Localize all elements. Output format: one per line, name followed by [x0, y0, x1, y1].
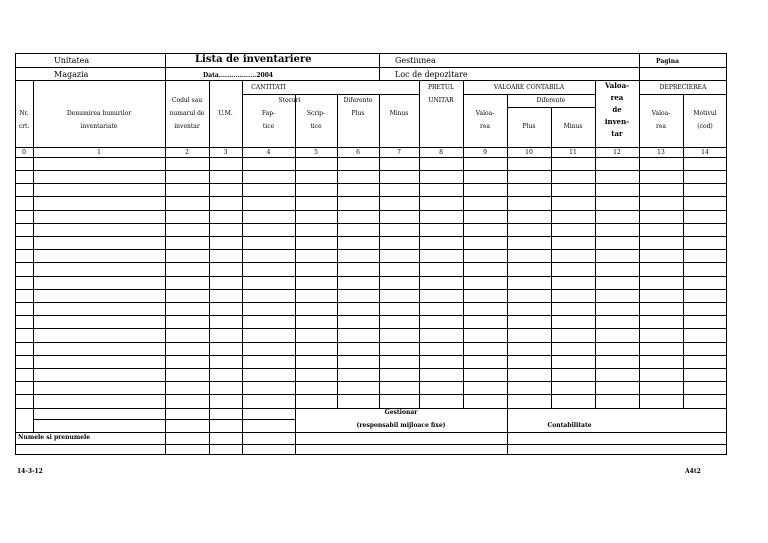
data-label: Data..................2004	[203, 72, 274, 79]
rule	[242, 80, 243, 455]
paper-format: A4t2	[685, 468, 701, 475]
gestionar-label: Gestionar	[384, 409, 418, 416]
table-row-rule	[15, 196, 727, 197]
column-number: 12	[613, 149, 621, 156]
table-row-rule	[15, 276, 727, 277]
plus-header: Plus	[351, 110, 365, 117]
valoare-contabila-header: VALOARE CONTABILA	[493, 84, 565, 91]
scriptice-header: Scrip- tice	[306, 110, 326, 130]
table-row-rule	[15, 355, 727, 356]
responsabil-label: (responsabil mijloace fixe)	[356, 422, 446, 429]
valoarea-inventar-header: Valoa- rea de inven- tar	[604, 81, 630, 138]
table-row-rule	[15, 223, 727, 224]
table-row-rule	[15, 328, 727, 329]
rule	[463, 94, 595, 95]
gestiunea-label: Gestiunea	[395, 56, 436, 65]
cantitati-header: CANTITATI	[251, 84, 286, 91]
table-row-rule	[15, 315, 727, 316]
rule	[337, 94, 338, 408]
table-row-rule	[15, 170, 727, 171]
rule	[419, 80, 420, 408]
rule	[33, 419, 295, 420]
unitatea-label: Unitatea	[54, 56, 90, 65]
column-number: 5	[314, 149, 318, 156]
denumirea-header: Denumirea bunurilor inventariate	[66, 110, 132, 130]
loc-depozitare-label: Loc de depozitare	[395, 70, 468, 79]
stocuri-header: Stocuri	[278, 97, 301, 104]
table-row-rule	[15, 302, 727, 303]
column-number: 10	[525, 149, 533, 156]
nr-crt-header: Nr. crt.	[18, 110, 30, 130]
rule	[15, 444, 727, 445]
column-number: 3	[223, 149, 228, 156]
faptice-header: Fap- tice	[261, 110, 276, 130]
rule	[639, 53, 640, 80]
column-number: 7	[397, 149, 401, 156]
rule	[15, 67, 727, 68]
table-row-rule	[15, 236, 727, 237]
table-row-rule	[15, 394, 727, 395]
column-number: 13	[657, 149, 665, 156]
table-row-rule	[15, 249, 727, 250]
um-header: U.M.	[218, 110, 233, 117]
numele-prenumele-label: Numele si prenumele	[18, 434, 91, 441]
magazia-label: Magazia	[54, 70, 89, 79]
minus2-header: Minus	[563, 123, 583, 130]
rule	[683, 94, 684, 408]
column-number: 9	[483, 149, 487, 156]
rule	[15, 147, 727, 148]
form-code: 14-3-12	[17, 468, 43, 475]
column-number: 11	[569, 149, 577, 156]
rule	[379, 53, 380, 80]
rule	[379, 94, 380, 408]
motivul-header: Motivul (cod)	[693, 110, 717, 130]
table-row-rule	[15, 368, 727, 369]
table-row-rule	[15, 289, 727, 290]
diferente2-header: Diferente	[536, 97, 566, 104]
rule	[33, 80, 34, 432]
plus2-header: Plus	[522, 123, 536, 130]
valoarea-header: Valoa- rea	[475, 110, 495, 130]
rule	[242, 94, 419, 95]
column-number: 1	[97, 149, 101, 156]
column-number: 2	[185, 149, 189, 156]
valoarea3-header: Valoa- rea	[651, 110, 671, 130]
codul-header: Codul sau numarul de inventar	[169, 97, 205, 130]
deprecierea-header: DEPRECIEREA	[659, 84, 707, 91]
rule	[15, 432, 727, 433]
pretul-header: PRETUL UNITAR	[428, 84, 454, 104]
table-row-rule	[15, 342, 727, 343]
table-row-rule	[15, 381, 727, 382]
minus-header: Minus	[389, 110, 409, 117]
column-number: 8	[439, 149, 443, 156]
column-number: 6	[356, 149, 360, 156]
contabilitate-label: Contabilitate	[547, 422, 592, 429]
rule	[209, 80, 210, 455]
column-number: 0	[22, 149, 26, 156]
table-row-rule	[15, 262, 727, 263]
diferente-header: Diferente	[343, 97, 373, 104]
table-row-rule	[15, 183, 727, 184]
form-title: Lista de inventariere	[195, 54, 312, 65]
column-number: 4	[266, 149, 271, 156]
table-row-rule	[15, 210, 727, 211]
rule	[15, 157, 727, 158]
column-number: 14	[701, 149, 709, 156]
pagina-label: Pagina	[656, 58, 679, 65]
